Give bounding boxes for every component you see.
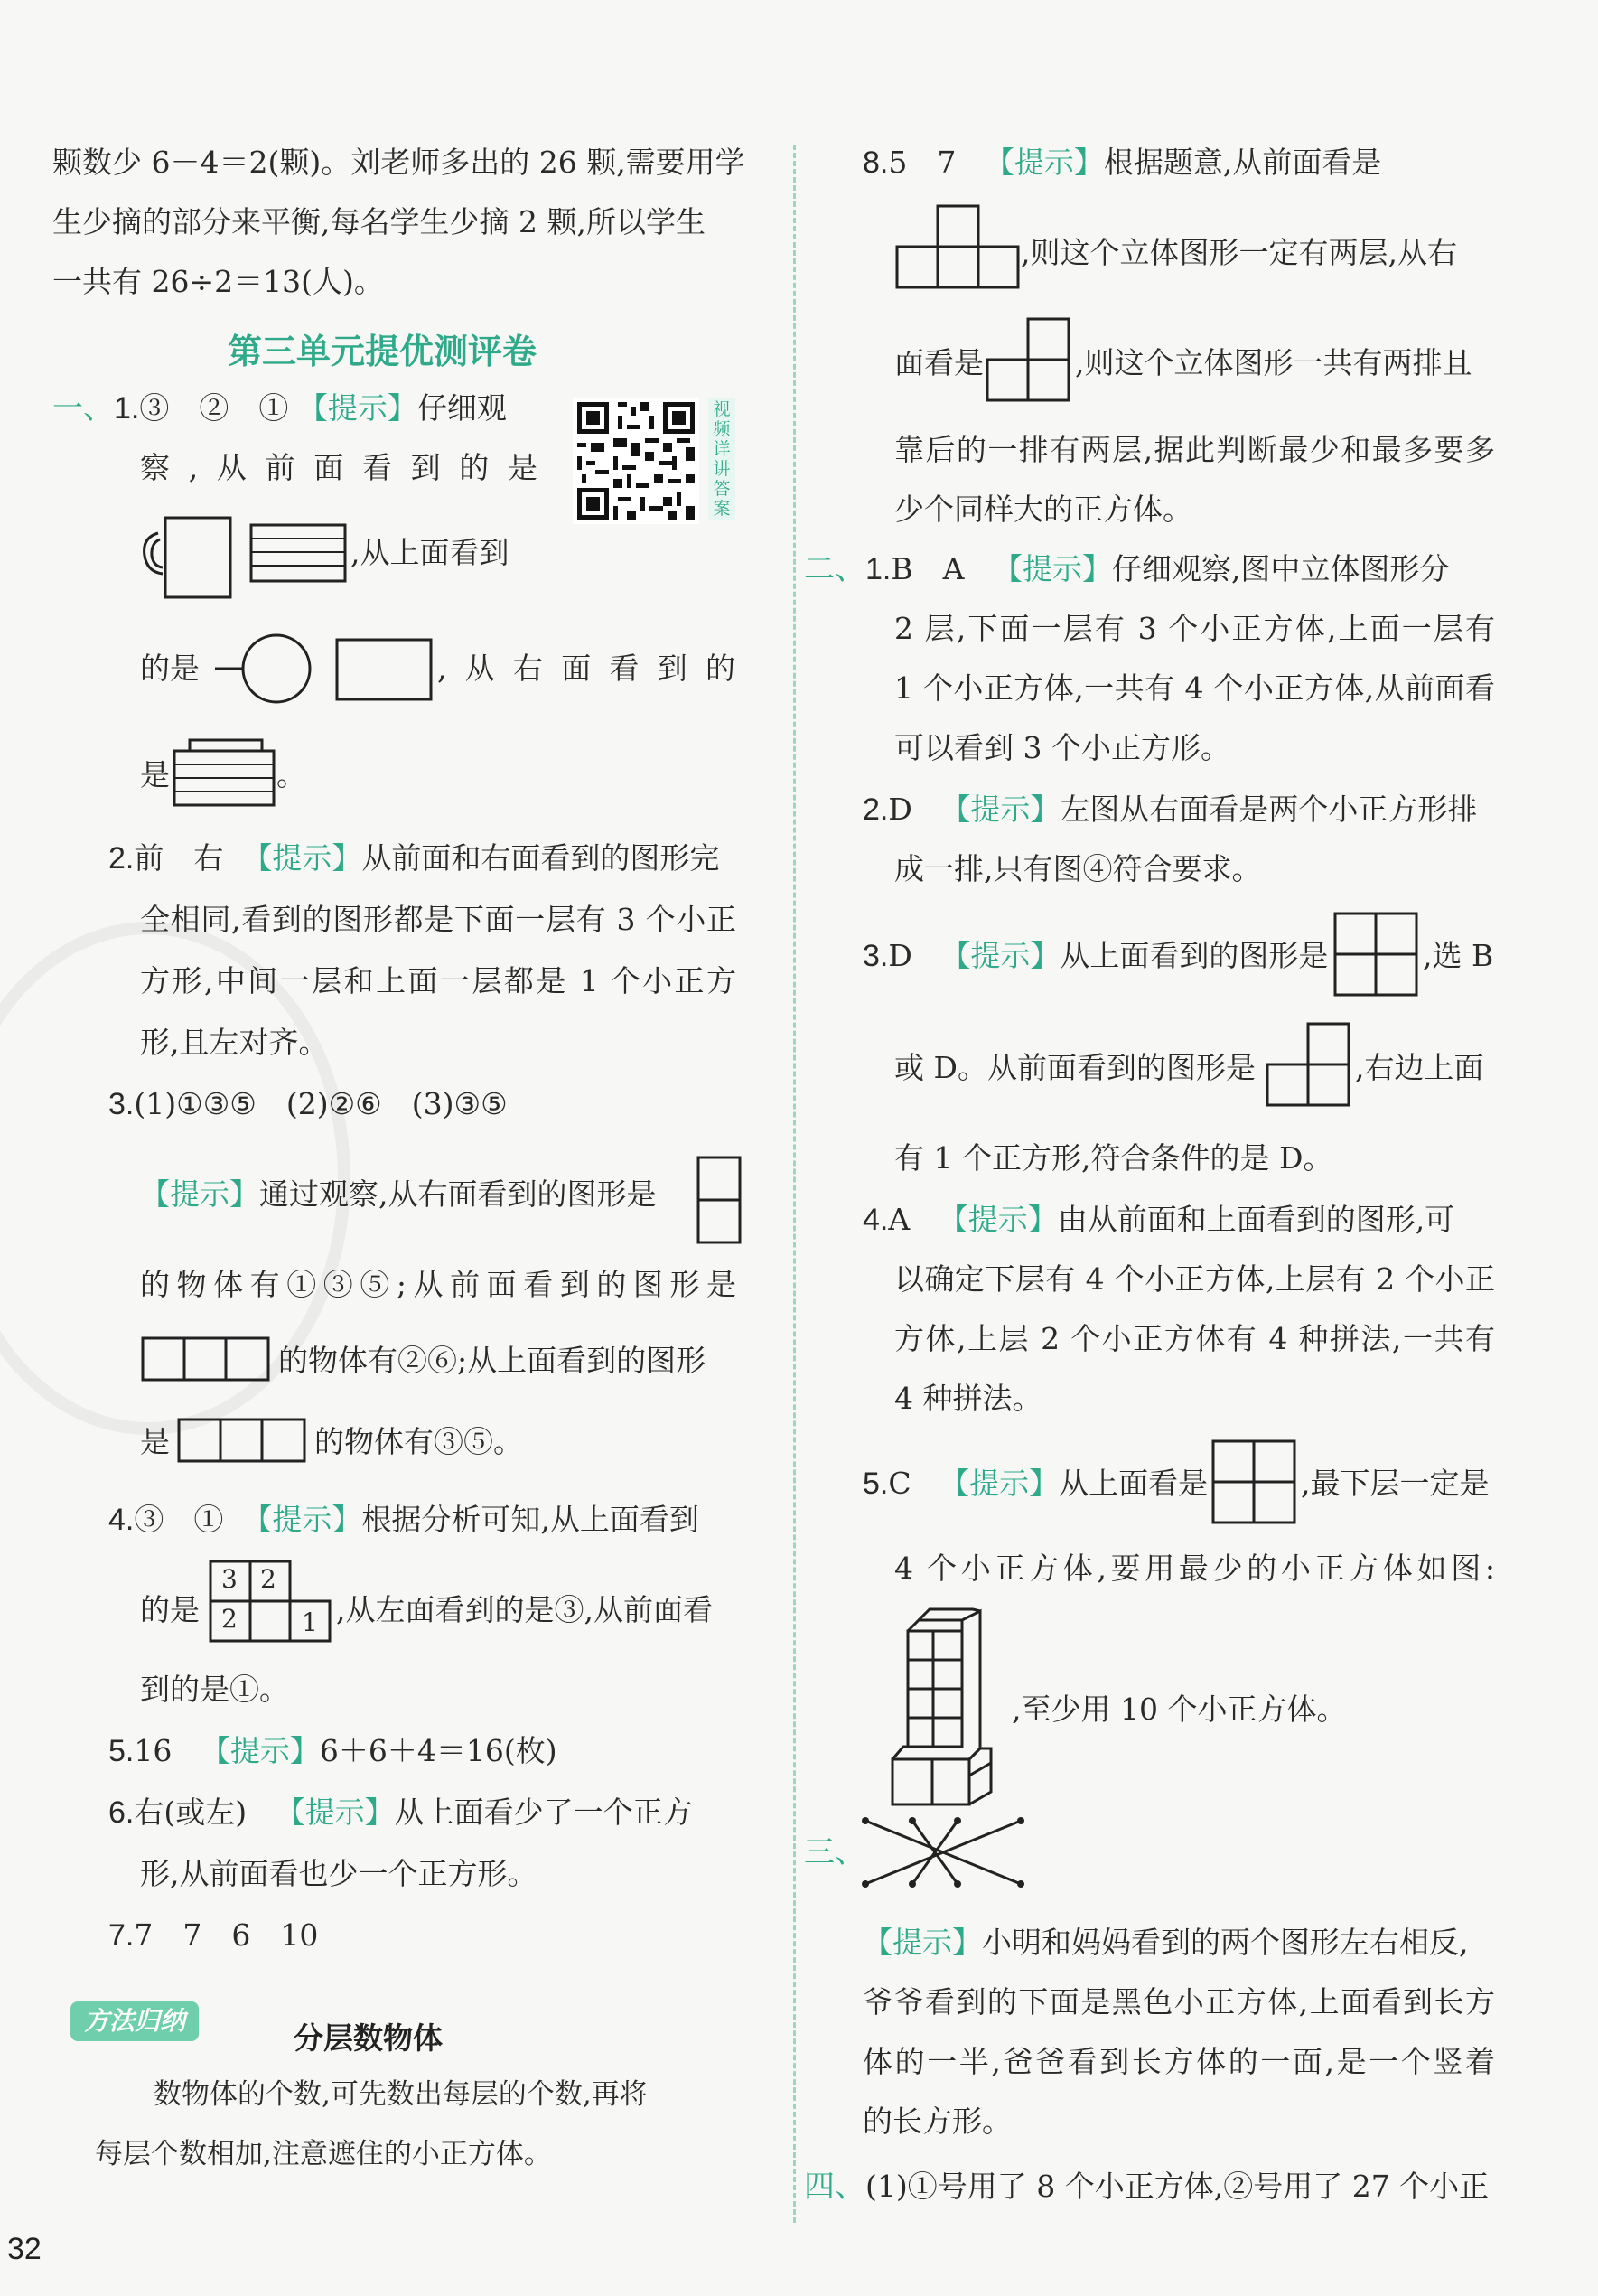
mug-top-view-figure [248, 522, 348, 589]
q8-answer: 5 7 [888, 145, 957, 180]
q8-line-4: ,则这个立体图形一共有两排且 [1075, 345, 1472, 380]
method-line-1: 数物体的个数,可先数出每层的个数,再将 [154, 2078, 648, 2111]
s2-q5-line-3: 4 个小正方体,要用最少的小正方体如图: [894, 1551, 1495, 1586]
rectangle-view-figure [334, 637, 434, 706]
q2-line-3: 方形,中间一层和上面一层都是 1 个小正方 [140, 963, 736, 998]
q3-line-1: 通过观察,从右面看到的图形是 [259, 1176, 657, 1212]
q8-line-1: 根据题意,从前面看是 [1103, 145, 1382, 180]
q1-line-1: 仔细观 [416, 390, 507, 426]
s2-q4-answer: A [888, 1202, 911, 1237]
q6-tip: 【提示】 [275, 1795, 395, 1830]
s2-q4-line-1: 由从前面和上面看到的图形,可 [1057, 1202, 1455, 1237]
page-number: 32 [7, 2232, 42, 2266]
s3-line-1: 小明和妈妈看到的两个图形左右相反, [982, 1925, 1469, 1960]
matching-lines-figure [858, 1812, 1030, 1897]
q1-line-6: 是 [140, 757, 170, 792]
s3-tip: 【提示】 [863, 1925, 982, 1960]
q8-line-2: ,则这个立体图形一定有两层,从右 [1021, 235, 1457, 270]
q1-line-4: 的是 [140, 651, 200, 686]
section-two-mark: 二、 [804, 552, 865, 586]
q2-line-1: 从前面和右面看到的图形完 [361, 840, 720, 876]
s2-q4-tip: 【提示】 [938, 1202, 1058, 1237]
s2-q3-answer: D [888, 938, 912, 973]
q3-number: 3. [108, 1087, 135, 1121]
s2-q2-line-1: 左图从右面看是两个小正方形排 [1060, 792, 1478, 827]
q8-tip: 【提示】 [984, 145, 1104, 180]
s2-q3-line-3: 或 D。从前面看到的图形是 [894, 1050, 1256, 1085]
q2-line-4: 形,且左对齐。 [140, 1025, 329, 1060]
s2-q5-tip: 【提示】 [939, 1466, 1060, 1501]
s2-q2-answer: D [888, 792, 912, 827]
q8-line-3: 面看是 [894, 345, 984, 380]
q4-tip: 【提示】 [242, 1502, 362, 1537]
q3-three-squares-row-figure-2 [176, 1417, 307, 1467]
s2-q5-line-2: ,最下层一定是 [1301, 1466, 1490, 1501]
q3-tip: 【提示】 [140, 1176, 259, 1212]
method-line-2: 每层个数相加,注意遮住的小正方体。 [95, 2138, 552, 2170]
s2-q2-line-2: 成一排,只有图④符合要求。 [894, 851, 1262, 886]
column-divider [793, 145, 796, 2223]
grid-cell-value: 2 [221, 1604, 238, 1634]
s3-line-3: 体的一半,爸爸看到长方体的一面,是一个竖着 [863, 2044, 1495, 2079]
s4-line-1: (1)①号用了 8 个小正方体,②号用了 27 个小正 [865, 2169, 1490, 2204]
qr-code[interactable] [573, 398, 699, 524]
q2-tip: 【提示】 [242, 840, 362, 876]
s2-q1-number: 1. [865, 552, 892, 586]
method-badge: 方法归纳 [70, 2001, 199, 2041]
q8-right-view-figure [985, 316, 1071, 407]
s2-q4-number: 4. [863, 1203, 889, 1237]
grid-cell-value: 3 [221, 1564, 238, 1594]
q3-line-3: 的物体有②⑥;从上面看到的图形 [278, 1343, 706, 1378]
q1-number: 1. [114, 391, 140, 426]
q1-line-5: ,从右面看到的 [437, 651, 735, 686]
q5-tip: 【提示】 [200, 1733, 320, 1768]
q4-line-1: 根据分析可知,从上面看到 [361, 1502, 699, 1537]
grid-cell-value: 1 [302, 1607, 318, 1637]
s2-q5-top-view-figure [1210, 1439, 1297, 1529]
q4-number: 4. [108, 1503, 135, 1537]
q3-three-squares-row-figure-1 [140, 1335, 271, 1386]
q1-line-7: 。 [276, 757, 306, 792]
s2-q1-line-1: 仔细观察,图中立体图形分 [1111, 551, 1450, 586]
s2-q1-line-2: 2 层,下面一层有 3 个小正方体,上面一层有 [894, 611, 1495, 646]
s2-q4-line-4: 4 种拼法。 [894, 1381, 1042, 1416]
s3-line-2: 爷爷看到的下面是黑色小正方体,上面看到长方 [863, 1984, 1495, 2020]
q1-line-2: 察,从前面看到的是 [140, 450, 537, 485]
q8-number: 8. [863, 145, 889, 180]
q4-top-view-grid [208, 1559, 332, 1645]
s2-q3-number: 3. [863, 939, 889, 973]
q2-number: 2. [108, 841, 135, 876]
mug-front-view-figure [140, 511, 239, 604]
section-three-mark: 三、 [804, 1835, 865, 1870]
q3-answer: (1)①③⑤ (2)②⑥ (3)③⑤ [134, 1086, 508, 1121]
s2-q1-line-3: 1 个小正方体,一共有 4 个小正方体,从前面看 [894, 670, 1495, 706]
q4-line-4: 到的是①。 [140, 1672, 289, 1707]
q4-line-2: 的是 [140, 1592, 200, 1627]
stacked-rect-view-figure [172, 737, 280, 813]
q4-line-3: ,从左面看到的是③,从前面看 [336, 1592, 713, 1627]
s2-q3-front-view-figure [1265, 1021, 1351, 1111]
s2-q5-answer: C [888, 1466, 911, 1501]
q6-number: 6. [108, 1795, 135, 1830]
s2-q1-line-4: 可以看到 3 个小正方形。 [894, 730, 1230, 765]
s2-q4-line-2: 以确定下层有 4 个小正方体,上层有 2 个小正 [894, 1261, 1495, 1297]
intro-line-1: 颗数少 6－4＝2(颗)。刘老师多出的 26 颗,需要用学 [52, 145, 745, 180]
s2-q1-answer: B A [891, 551, 965, 586]
unit-heading: 第三单元提优测评卷 [228, 332, 537, 371]
s2-q3-tip: 【提示】 [940, 938, 1061, 973]
q1-tip: 【提示】 [297, 390, 417, 426]
grid-cell-value: 2 [260, 1564, 276, 1594]
s2-q5-line-1: 从上面看是 [1059, 1466, 1209, 1501]
intro-line-2: 生少摘的部分来平衡,每名学生少摘 2 颗,所以学生 [52, 204, 706, 239]
q6-line-1: 从上面看少了一个正方 [394, 1795, 693, 1830]
s2-q2-number: 2. [863, 792, 889, 827]
q1-line-3: ,从上面看到 [350, 535, 509, 570]
q3-line-2: 的物体有①③⑤;从前面看到的图形是 [140, 1267, 736, 1302]
q8-front-view-figure [894, 203, 1021, 294]
s3-line-4: 的长方形。 [863, 2104, 1012, 2139]
q3-line-5: 的物体有③⑤。 [314, 1424, 523, 1459]
q6-answer: 右(或左) [134, 1795, 248, 1830]
q8-line-6: 少个同样大的正方体。 [894, 492, 1192, 527]
s2-q3-line-4: ,右边上面 [1355, 1050, 1484, 1085]
q5-number: 5. [108, 1734, 135, 1768]
s2-q5-number: 5. [863, 1467, 889, 1501]
q2-answer: 前 右 [134, 840, 224, 876]
s2-q3-top-view-figure [1332, 911, 1419, 1001]
s2-q4-line-3: 方体,上层 2 个小正方体有 4 种拼法,一共有 [894, 1321, 1495, 1356]
s2-q3-line-5: 有 1 个正方形,符合条件的是 D。 [894, 1140, 1333, 1176]
s2-q3-line-2: ,选 B [1423, 938, 1494, 973]
q5-text: 6＋6＋4＝16(枚) [319, 1733, 557, 1768]
section-four-mark: 四、 [804, 2169, 865, 2204]
section-one-mark: 一、 [52, 391, 114, 426]
circle-view-figure [215, 633, 323, 708]
q8-line-5: 靠后的一排有两层,据此判断最少和最多要多 [894, 432, 1495, 467]
q3-vertical-two-squares-figure [696, 1155, 743, 1249]
s2-q2-tip: 【提示】 [940, 792, 1061, 827]
q3-line-4: 是 [140, 1424, 170, 1459]
method-title: 分层数物体 [294, 2020, 443, 2056]
q1-answer: ③ ② ① [139, 390, 289, 426]
intro-line-3: 一共有 26÷2＝13(人)。 [52, 264, 384, 299]
q4-answer: ③ ① [134, 1502, 224, 1537]
q5-answer: 16 [134, 1733, 173, 1768]
q2-line-2: 全相同,看到的图形都是下面一层有 3 个小正 [140, 902, 736, 937]
s2-q5-line-4: ,至少用 10 个小正方体。 [1012, 1692, 1347, 1727]
q6-line-2: 形,从前面看也少一个正方形。 [140, 1856, 537, 1891]
s2-q1-tip: 【提示】 [992, 551, 1112, 586]
s2-q5-cube-stack-figure [890, 1604, 1007, 1815]
s2-q3-line-1: 从上面看到的图形是 [1060, 938, 1329, 973]
q7-answer: 7 7 6 10 [134, 1917, 319, 1953]
q7-number: 7. [108, 1918, 135, 1953]
qr-label: 视频详讲答案 [708, 398, 735, 520]
